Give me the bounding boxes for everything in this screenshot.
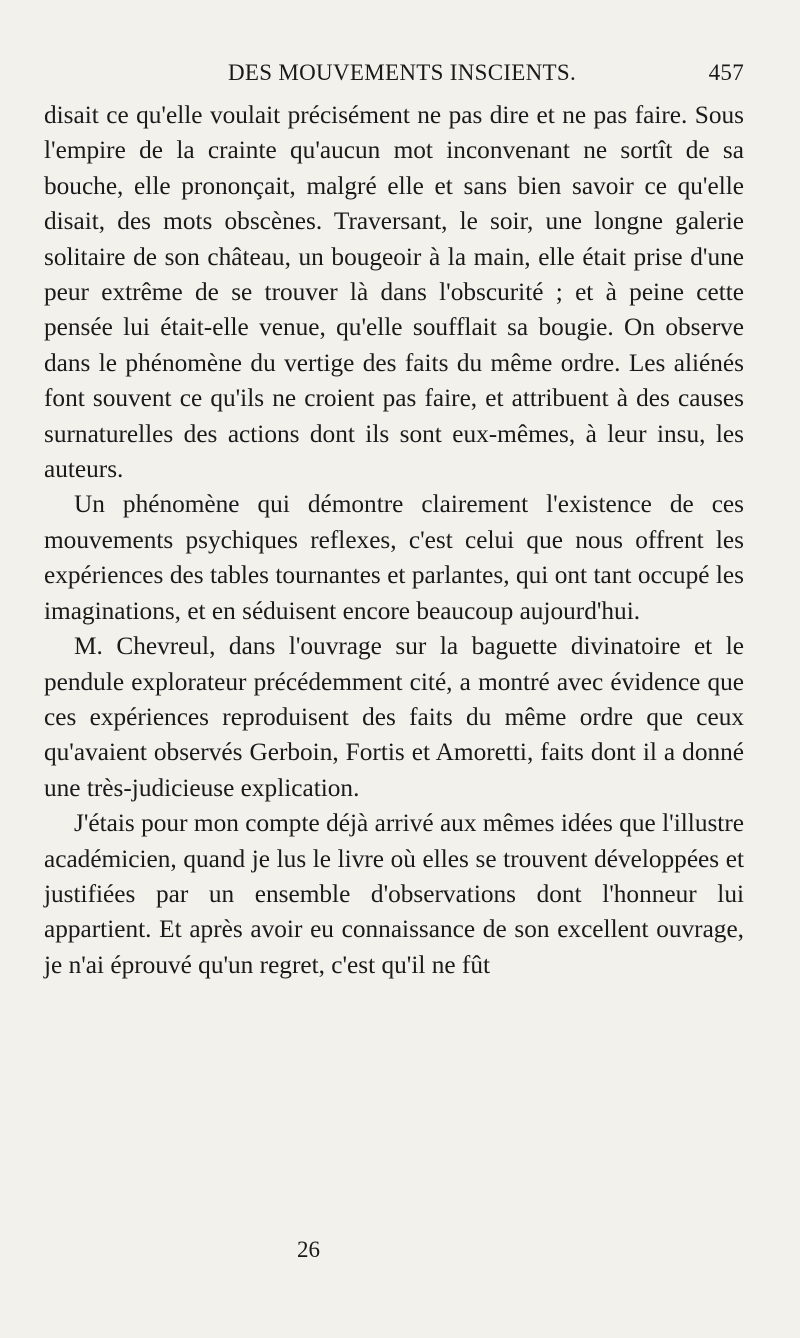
- page-header: [44, 60, 744, 96]
- paragraph: J'étais pour mon compte déjà arrivé aux mêmes idées que l'illustre académicien, quand je lus le livre où elles se trouvent développées et justifiées par un ensemble d'observations dont l'honneur lui appartient. Et après avoir eu connaissance de son excellent ouvrage, je n'ai éprouvé qu'un regret, c'est qu'il ne fût: [44, 809, 744, 979]
- page-number: 457: [708, 60, 744, 85]
- paragraph: Un phénomène qui démontre clairement l'existence de ces mouvements psychiques reflexes, c'est celui que nous offrent les expériences des tables tournantes et parlantes, qui ont tant occupé les imaginations, et en séduisent encore beaucoup aujourd'hui.: [44, 490, 744, 625]
- running-title: DES MOUVEMENTS INSCIENTS.: [228, 60, 577, 85]
- paragraph-continued: disait ce qu'elle voulait précisément ne pas dire et ne pas faire. Sous l'empire de la crainte qu'aucun mot inconvenant ne sortît de sa bouche, elle prononçait, malgré elle et sans bien savoir ce qu'elle disait, des mots obscènes. Traversant, le soir, une longne galerie solitaire de son château, un bougeoir à la main, elle était prise d'une peur extrême de se trouver là dans l'obscurité ; et à peine cette pensée lui était-elle venue, qu'elle soufflait sa bougie. On observe dans le phénomène du vertige des faits du même ordre. Les aliénés font souvent ce qu'ils ne croient pas faire, et attribuent à des causes surnaturelles des actions dont ils sont eux-mêmes, à leur insu, les auteurs.: [44, 101, 744, 484]
- paragraph: M. Chevreul, dans l'ouvrage sur la baguette divinatoire et le pendule explorateur précédemment cité, a montré avec évidence que ces expériences reproduisent des faits du même ordre que ceux qu'avaient observés Gerboin, Fortis et Amoretti, faits dont il a donné une très-judicieuse explication.: [44, 632, 744, 802]
- signature-mark: 26: [297, 1237, 320, 1262]
- body-text: [44, 98, 744, 983]
- book-page: [44, 60, 744, 983]
